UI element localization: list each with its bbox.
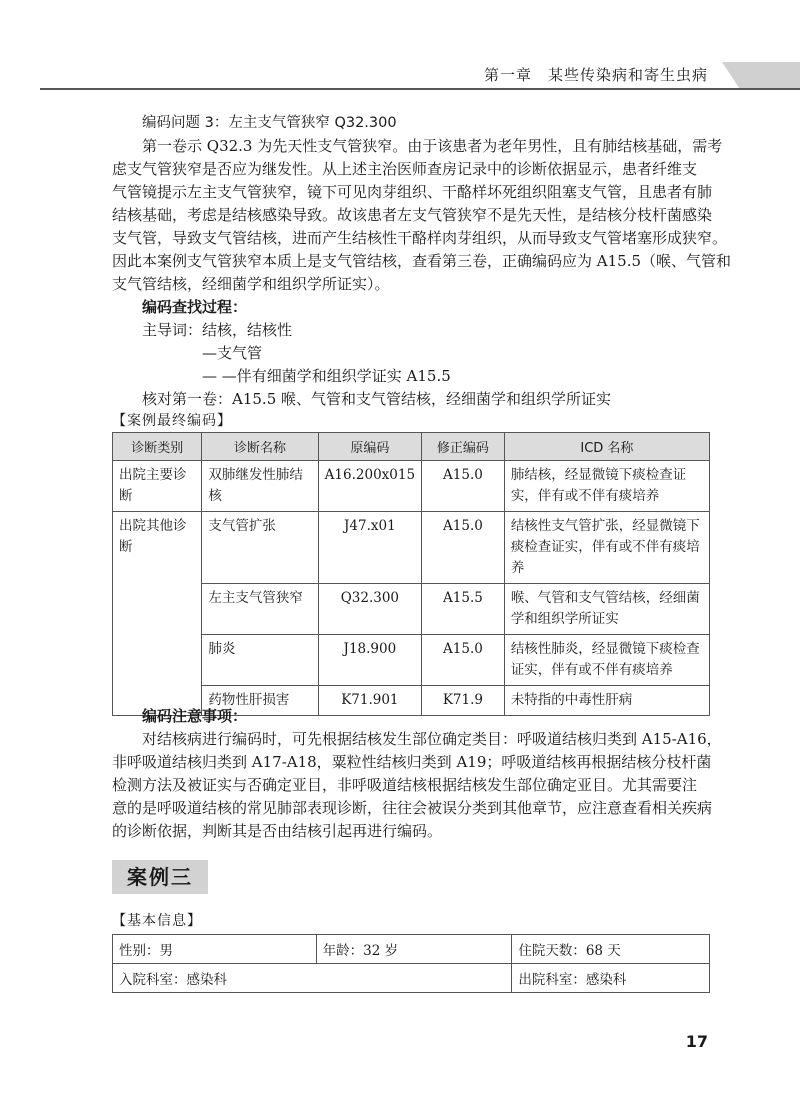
final-codes-table <box>112 432 710 716</box>
chapter-tab-decoration <box>722 62 800 88</box>
icd-name: 肺结核，经显微镜下痰检查证实，伴有或不伴有痰培养 <box>504 461 709 512</box>
column-header: 修正编码 <box>422 433 505 461</box>
diagnosis-name: 双肺继发性肺结核 <box>202 461 318 512</box>
corrected-code: A15.5 <box>422 584 505 635</box>
paragraph-line: 对结核病进行编码时，可先根据结核发生部位确定类目：呼吸道结核归类到 A15-A16， <box>142 730 722 748</box>
chapter-header <box>0 60 800 90</box>
table-row <box>113 461 710 512</box>
lookup-heading: 编码查找过程： <box>142 298 248 316</box>
original-code: A16.200x015 <box>318 461 421 512</box>
paragraph-line: 的诊断依据，判断其是否由结核引起再进行编码。 <box>112 822 443 840</box>
column-header: 诊断类别 <box>113 433 202 461</box>
paragraph-line: 第一卷示 Q32.3 为先天性支气管狭窄。由于该患者为老年男性，且有肺结核基础，需考 <box>142 137 723 155</box>
paragraph-line: 虑支气管狭窄是否应为继发性。从上述主治医师查房记录中的诊断依据显示，患者纤维支 <box>112 160 698 178</box>
notes-heading: 编码注意事项： <box>142 707 248 725</box>
paragraph-line: 因此本案例支气管狭窄本质上是支气管结核，查看第三卷，正确编码应为 A15.5（喉、气管和 <box>112 252 732 270</box>
diagnosis-name: 左主支气管狭窄 <box>202 584 318 635</box>
final-codes-label: 【案例最终编码】 <box>112 413 232 429</box>
age-cell: 年龄：32 岁 <box>316 935 512 964</box>
diagnosis-name: 支气管扩张 <box>202 512 318 584</box>
coding-notes-section <box>112 705 722 843</box>
basic-info-label: 【基本信息】 <box>112 913 202 929</box>
paragraph-line: 意的是呼吸道结核的常见肺部表现诊断，往往会被误分类到其他章节，应注意查看相关疾病 <box>112 799 713 817</box>
case-title-badge: 案例三 <box>112 860 208 894</box>
original-code: Q32.300 <box>318 584 421 635</box>
discharge-dept-cell: 出院科室：感染科 <box>512 964 710 993</box>
paragraph-line: 支气管，导致支气管结核，进而产生结核性干酪样肉芽组织，从而导致支气管堵塞形成狭窄。 <box>112 229 728 247</box>
page-number: 17 <box>685 1032 708 1051</box>
coding-issue-heading: 编码问题 3：左主支气管狭窄 Q32.300 <box>142 115 397 131</box>
coding-issue-section <box>112 112 732 411</box>
paragraph-line: 检测方法及被证实与否确定亚目，非呼吸道结核根据结核发生部位确定亚目。尤其需要注 <box>112 776 698 794</box>
table-row <box>113 935 710 964</box>
table-row <box>113 964 710 993</box>
chapter-divider <box>40 88 800 90</box>
corrected-code: K71.9 <box>422 686 505 716</box>
lookup-verify: 核对第一卷：A15.5 喉、气管和支气管结核，经细菌学和组织学所证实 <box>142 390 612 408</box>
table-row <box>113 635 710 686</box>
column-header: 诊断名称 <box>202 433 318 461</box>
icd-name: 未特指的中毒性肝病 <box>504 686 709 716</box>
table-row <box>113 512 710 584</box>
admit-dept-cell: 入院科室：感染科 <box>113 964 512 993</box>
stay-days-cell: 住院天数：68 天 <box>512 935 710 964</box>
basic-info-table <box>112 934 710 993</box>
table-row <box>113 584 710 635</box>
column-header: 原编码 <box>318 433 421 461</box>
column-header: ICD 名称 <box>504 433 709 461</box>
paragraph-line: 支气管结核，经细菌学和组织学所证实）。 <box>112 275 390 293</box>
original-code: J47.x01 <box>318 512 421 584</box>
original-code: K71.901 <box>318 686 421 716</box>
lookup-sub-term-1: —支气管 <box>202 344 263 362</box>
paragraph-line: 气管镜提示左主支气管狭窄，镜下可见肉芽组织、干酪样坏死组织阻塞支气管，且患者有肺 <box>112 183 713 201</box>
original-code: J18.900 <box>318 635 421 686</box>
lookup-main-term: 主导词：结核，结核性 <box>142 321 293 339</box>
paragraph-line: 非呼吸道结核归类到 A17-A18，粟粒性结核归类到 A19；呼吸道结核再根据结核分枝杆菌 <box>112 753 712 771</box>
corrected-code: A15.0 <box>422 635 505 686</box>
diagnosis-name: 药物性肝损害 <box>202 686 318 716</box>
diagnosis-category: 出院其他诊断 <box>113 512 202 716</box>
paragraph-line: 结核基础，考虑是结核感染导致。故该患者左支气管狭窄不是先天性，是结核分枝杆菌感染 <box>112 206 713 224</box>
icd-name: 结核性肺炎，经显微镜下痰检查证实，伴有或不伴有痰培养 <box>504 635 709 686</box>
icd-name: 喉、气管和支气管结核，经细菌学和组织学所证实 <box>504 584 709 635</box>
diagnosis-name: 肺炎 <box>202 635 318 686</box>
corrected-code: A15.0 <box>422 461 505 512</box>
corrected-code: A15.0 <box>422 512 505 584</box>
lookup-sub-term-2: — —伴有细菌学和组织学证实 A15.5 <box>202 367 451 385</box>
icd-name: 结核性支气管扩张，经显微镜下痰检查证实，伴有或不伴有痰培养 <box>504 512 709 584</box>
chapter-title: 第一章 某些传染病和寄生虫病 <box>483 66 708 84</box>
diagnosis-category: 出院主要诊断 <box>113 461 202 512</box>
sex-cell: 性别：男 <box>113 935 317 964</box>
table-header-row <box>113 433 710 461</box>
